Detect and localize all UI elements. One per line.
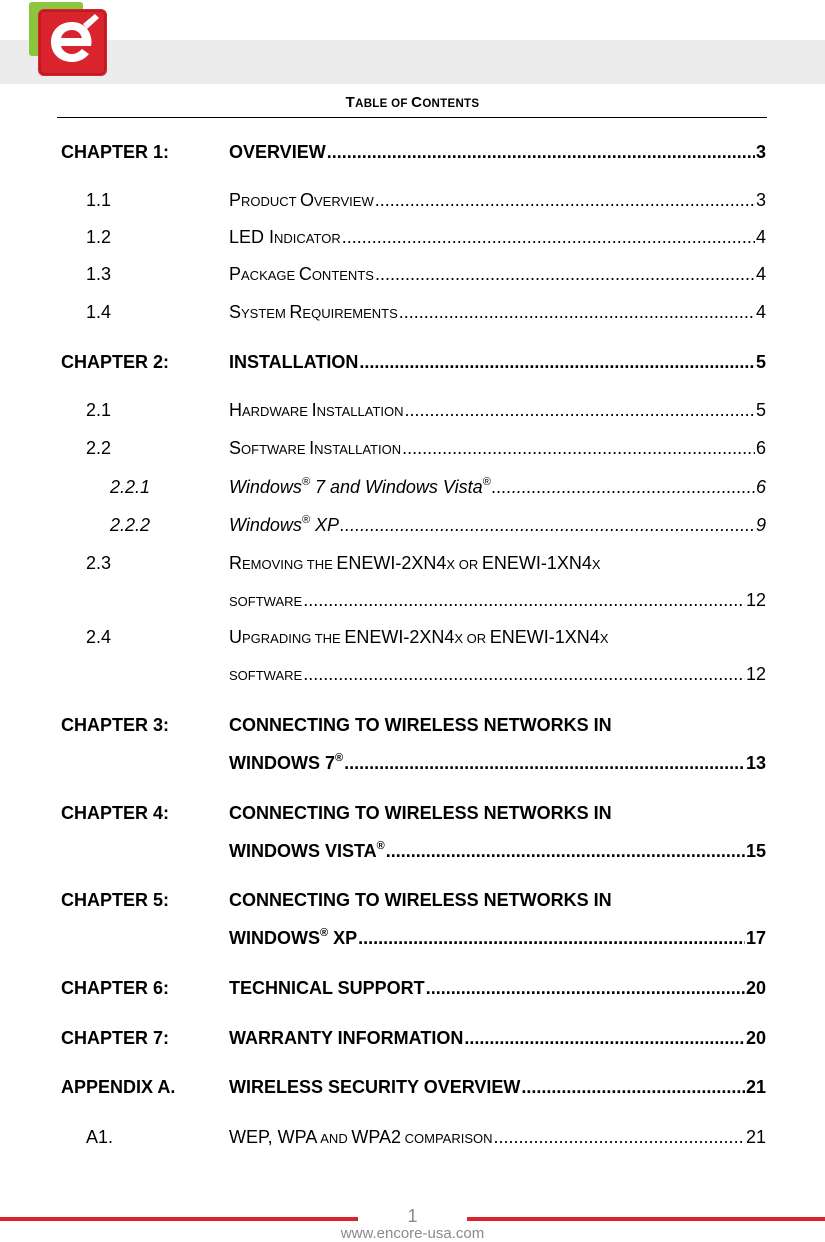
chapter-label: APPENDIX A. — [61, 1077, 176, 1097]
chapter-label: CHAPTER 7: — [61, 1028, 170, 1048]
page-title: TABLE OF CONTENTS — [345, 94, 480, 111]
page-number: 3 — [755, 142, 766, 162]
page-number: 13 — [745, 753, 766, 773]
chapter-label: CHAPTER 4: — [61, 803, 170, 823]
title-divider — [57, 117, 767, 118]
chapter-label: CHAPTER 2: — [61, 352, 170, 372]
chapter-label: CHAPTER 6: — [61, 978, 170, 998]
page-number: 15 — [745, 841, 766, 861]
chapter-title: CONNECTING TO WIRELESS NETWORKS IN — [229, 803, 612, 823]
chapter-title: CONNECTING TO WIRELESS NETWORKS IN — [229, 890, 612, 910]
chapter-title: CONNECTING TO WIRELESS NETWORKS IN — [229, 715, 612, 735]
page-number: 5 — [755, 352, 766, 372]
chapter-title: INSTALLATION — [229, 352, 359, 372]
header-band — [0, 40, 825, 84]
page-number: 20 — [745, 978, 766, 998]
chapter-title: OVERVIEW — [229, 142, 326, 162]
chapter-label: CHAPTER 3: — [61, 715, 170, 735]
encore-e-logo-icon — [29, 2, 109, 78]
chapter-title: WIRELESS SECURITY OVERVIEW — [229, 1077, 521, 1097]
chapter-title: WARRANTY INFORMATION — [229, 1028, 464, 1048]
page-number: 20 — [745, 1028, 766, 1048]
page-number: 21 — [745, 1077, 766, 1097]
page-number-footer: 1 — [407, 1206, 418, 1226]
chapter-title: TECHNICAL SUPPORT — [229, 978, 425, 998]
page-number: 17 — [745, 928, 766, 948]
chapter-label: CHAPTER 5: — [61, 890, 170, 910]
footer-website-link[interactable]: www.encore-usa.com — [340, 1225, 485, 1242]
chapter-label: CHAPTER 1: — [61, 142, 170, 162]
